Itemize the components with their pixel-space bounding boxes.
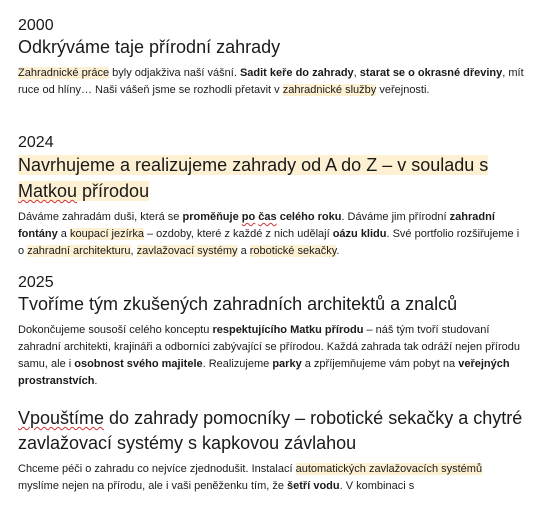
bold-text: šetří vodu bbox=[287, 480, 340, 492]
highlighted-keyword: robotické sekačky bbox=[249, 245, 337, 257]
bold-text: čas bbox=[258, 211, 277, 223]
bold-text: proměňuje bbox=[182, 211, 242, 223]
text-run: byly odjakživa naší vášní. bbox=[109, 67, 240, 79]
section-heading: Odkrýváme taje přírodní zahrady bbox=[18, 37, 281, 57]
text-run: a bbox=[57, 228, 70, 240]
bold-text: parky bbox=[272, 358, 302, 370]
section-paragraph bbox=[18, 209, 526, 260]
bold-text: respektujícího Matku přírodu bbox=[212, 324, 364, 336]
section-year: 2024 bbox=[18, 134, 54, 151]
bold-text: zahradní fontány bbox=[18, 211, 495, 240]
text-run: . bbox=[336, 245, 340, 257]
text-run: Dokončujeme sousoší celého konceptu bbox=[18, 324, 213, 336]
text-run: – náš tým tvoří studovaní zahradní architekti, krajináři a odborníci zabývající se přírodou. Každá zahrada tak odráží nejen přírodu samu, ale i bbox=[18, 324, 520, 370]
heading-part: Vpouštíme bbox=[18, 408, 105, 428]
heading-part: do zahrady pomocníky – robotické sekačky a chytré zavlažovací systémy s kapkovou závlahou bbox=[18, 408, 523, 453]
section-heading bbox=[18, 406, 526, 456]
section-heading bbox=[18, 152, 526, 204]
section-2025 bbox=[18, 273, 526, 390]
heading-part: Matkou bbox=[18, 181, 78, 201]
highlighted-keyword: zahradní architekturu bbox=[27, 245, 131, 257]
text-run: . Dáváme jim přírodní bbox=[341, 211, 450, 223]
text-run: a bbox=[237, 245, 250, 257]
section-2024 bbox=[18, 133, 526, 260]
section-robots bbox=[18, 406, 526, 495]
section-paragraph bbox=[18, 65, 526, 99]
text-run: , bbox=[130, 245, 137, 257]
bold-text: po bbox=[241, 211, 256, 223]
text-run: . V kombinaci s bbox=[339, 480, 415, 492]
bold-text: oázu klidu bbox=[332, 228, 387, 240]
heading-part: Navrhujeme a realizujeme zahrady od A do Z – v souladu s bbox=[18, 155, 489, 175]
text-run: Dáváme zahradám duši, která se bbox=[18, 211, 183, 223]
section-paragraph bbox=[18, 461, 526, 495]
text-run: – ozdoby, které z každé z nich udělají bbox=[143, 228, 333, 240]
bold-text: starat se o okrasné dřeviny bbox=[359, 67, 503, 79]
bold-text: osobnost svého majitele bbox=[74, 358, 203, 370]
text-run: Chceme péči o zahradu co nejvíce zjednodušit. Instalací bbox=[18, 463, 296, 475]
section-heading: Tvoříme tým zkušených zahradních architektů a znalců bbox=[18, 294, 458, 314]
highlighted-keyword: koupací jezírka bbox=[69, 228, 144, 240]
bold-text: celého roku bbox=[276, 211, 342, 223]
heading-part: přírodou bbox=[77, 181, 150, 201]
bold-text: veřejných prostranstvích bbox=[18, 358, 510, 387]
text-run: veřejnosti. bbox=[376, 84, 430, 96]
highlighted-keyword: Zahradnické práce bbox=[18, 67, 110, 79]
text-run: a zpříjemňujeme vám pobyt na bbox=[301, 358, 459, 370]
section-year: 2025 bbox=[18, 274, 54, 291]
text-run: . Své portfolio rozšiřujeme i o bbox=[18, 228, 520, 257]
highlighted-keyword: automatických zavlažovacích systémů bbox=[295, 463, 483, 475]
text-run: . Realizujeme bbox=[202, 358, 273, 370]
bold-text: Sadit keře do zahrady bbox=[239, 67, 354, 79]
text-run: , mít ruce od hlíny… Naši vášeň jsme se rozhodli přetavit v bbox=[18, 67, 524, 96]
section-year: 2000 bbox=[18, 17, 54, 34]
highlighted-keyword: zavlažovací systémy bbox=[136, 245, 238, 257]
text-run: , bbox=[353, 67, 360, 79]
section-2000 bbox=[18, 16, 526, 99]
text-run: myslíme nejen na přírodu, ale i vaši peněženku tím, že bbox=[18, 480, 288, 492]
section-paragraph bbox=[18, 322, 526, 390]
text-run: . bbox=[94, 375, 98, 387]
highlighted-keyword: zahradnické služby bbox=[282, 84, 377, 96]
